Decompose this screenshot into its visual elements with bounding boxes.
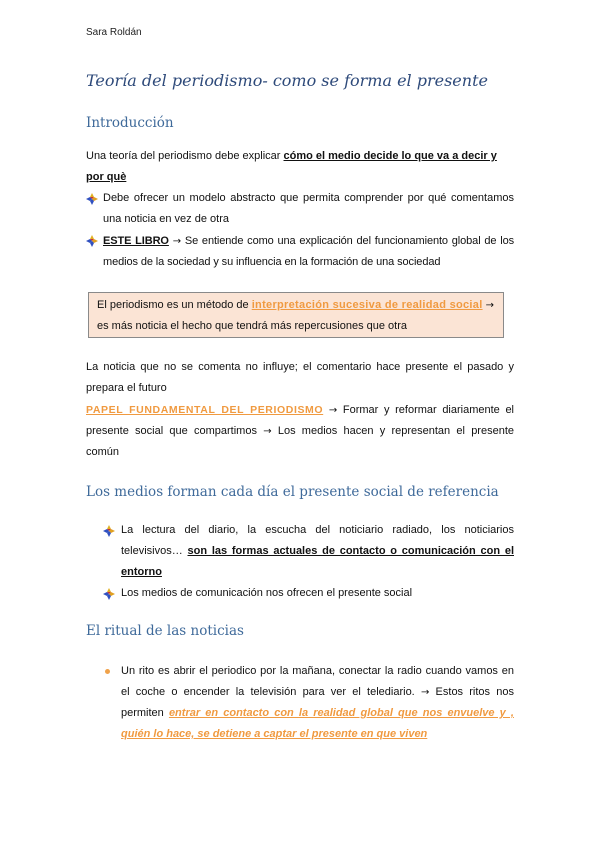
intro-paragraph-text: Una teoría del periodismo debe explicar: [86, 150, 284, 162]
ritual-bullet-1: [121, 661, 514, 745]
heading-ritual: El ritual de las noticias: [86, 623, 244, 639]
medios-bullet-2: Los medios de comunicación nos ofrecen el presente social: [121, 587, 413, 599]
heading-introduccion: Introducción: [86, 115, 174, 131]
arrow-icon: →: [172, 236, 182, 247]
callout-text-2: es más noticia el hecho que tendrá más repercusiones que otra: [97, 320, 408, 332]
medios-bullet-1-text: La lectura del diario, la escucha del noticiario radiado, los noticiarios televisivos…: [121, 524, 514, 557]
colored-diamond-bullet-icon: [86, 235, 98, 247]
este-libro-label: ESTE LIBRO: [103, 235, 169, 247]
papel-text-1: Formar y reformar diariamente el presente social que compartimos: [86, 404, 515, 437]
intro-bullet-2: [103, 231, 514, 273]
arrow-icon: →: [328, 405, 338, 416]
author-header: Sara Roldán: [86, 27, 142, 38]
papel-text-2: Los medios hacen y representan el presente común: [86, 425, 515, 458]
callout-box: [88, 292, 504, 338]
arrow-icon: →: [420, 687, 430, 698]
colored-diamond-bullet-icon: [103, 525, 115, 537]
colored-diamond-bullet-icon: [103, 588, 115, 600]
papel-paragraph: [86, 400, 514, 463]
intro-bullet-1: Debe ofrecer un modelo abstracto que permita comprender por qué comentamos una noticia en vez de otra: [103, 192, 514, 225]
document-title: Teoría del periodismo- como se forma el presente: [86, 71, 488, 90]
arrow-icon: →: [263, 426, 272, 437]
colored-diamond-bullet-icon: [86, 193, 98, 205]
medios-bullet-1-bold: son las formas actuales de contacto o comunicación con el entorno: [121, 545, 514, 578]
ritual-highlight: entrar en contacto con la realidad global que nos envuelve y , quién lo hace, se detiene a captar el presente en que viven: [121, 707, 514, 740]
intro-paragraph: [86, 146, 514, 188]
heading-medios: Los medios forman cada día el presente social de referencia: [86, 484, 499, 500]
medios-bullet-1: [121, 520, 514, 583]
arrow-icon: →: [485, 300, 495, 311]
callout-highlight-link: interpretación sucesiva de realidad social: [251, 299, 483, 311]
ritual-bullet-text: Un rito es abrir el periodico por la mañana, conectar la radio cuando vamos en el coche o encender la televisión para ver el telediario.: [121, 665, 514, 698]
orange-dot-bullet-icon: [105, 669, 110, 674]
intro-bullet-2-text: Se entiende como una explicación del funcionamiento global de los medios de la sociedad y su influencia en la formación de una sociedad: [103, 235, 514, 268]
intro-paragraph-bold: cómo el medio decide lo que va a decir y por què: [86, 150, 497, 183]
noticia-paragraph: La noticia que no se comenta no influye; el comentario hace presente el pasado y prepara el futuro: [86, 361, 514, 394]
callout-text-1: El periodismo es un método de: [97, 299, 252, 311]
ritual-bullet-text-2: Estos ritos nos permiten: [121, 686, 514, 719]
papel-fundamental-label: PAPEL FUNDAMENTAL DEL PERIODISMO: [86, 404, 324, 416]
